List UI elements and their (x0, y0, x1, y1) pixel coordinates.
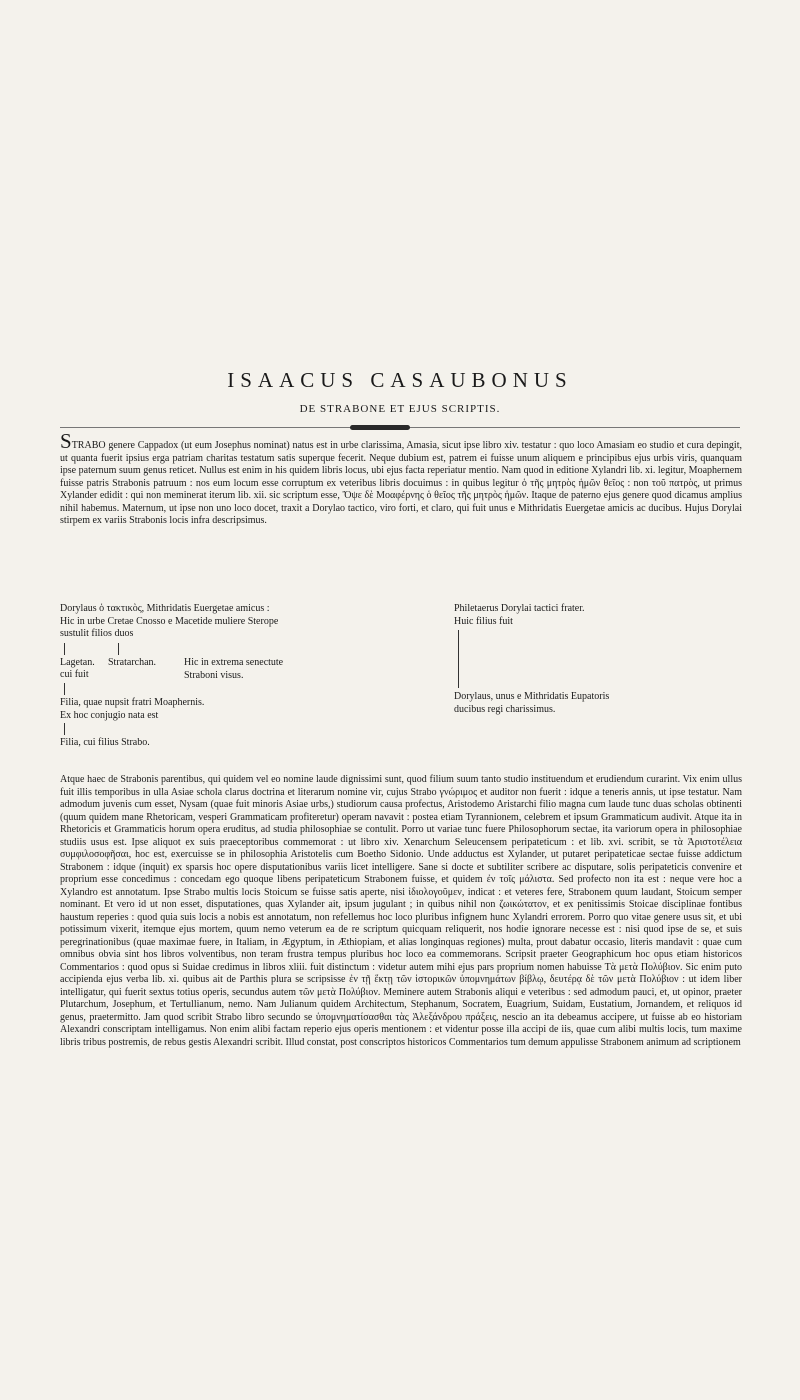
rule-ornament-icon (350, 425, 410, 430)
stemma-stratarchan-note: Hic in extrema senectute Straboni visus. (184, 657, 284, 681)
stemma-lagetan: Lagetan. (60, 657, 95, 668)
stemma-stratarchan: Stratarchan. (108, 657, 157, 668)
stemma-right-head: Philetaerus Dorylai tactici frater. Huic filius fuit (454, 603, 585, 627)
page-title: ISAACUS CASAUBONUS (227, 368, 573, 392)
intro-text: TRABO genere Cappadox (ut eum Josephus nominat) natus est in urbe clarissima, Amasia, sicut ipse libro xiv. testatur : quo loco Amasiam eo studio et cura depingit, ut quanta fuerit ipsius erga patriam charitas testatum satis superque fecerit. Neque dubium est, patrem ei fuisse unum aliquem e principibus ejus urbis viris, quanquam ipse paternum suum genus reticet. Nullus est enim in his quidem libris locus, ubi ejus facta reperiatur mentio. Nam quod in editione Xylandri lib. xi. legitur, Moaphernem fuisse patris Strabonis patruum : nos eum locum esse corruptum ex veteribus libris docuimus : in quibus legitur ὁ τῆς μητρὸς ἡμῶν θεῖος : non τοῦ πατρὸς, ut primus Xylander edidit : qui non meminerat iterum lib. xii. sic scriptum esse, Ὄψε δὲ Μοαφέρνης ὁ θεῖος τῆς μητρὸς ἡμῶν. Itaque de paterno ejus genere quod dicamus amplius nihil habemus. Maternum, ut ipse non uno loco docet, traxit a Dorylao tactico, viro forti, et claro, qui fuit unus e Mithridatis Euergetae amicis ac ducibus. Hujus Dorylai stirpem ex variis Strabonis locis infra descripsimus. (60, 440, 742, 526)
stemma-right-child: Dorylaus, unus e Mithridatis Eupatoris ducibus regi charissimus. (454, 691, 610, 715)
stemma-line (458, 630, 459, 688)
stemma-filia-2: Filia, cui filius Strabo. (60, 737, 150, 748)
body-paragraph: Atque haec de Strabonis parentibus, qui quidem vel eo nomine laude dignissimi sunt, quod filium suum tanto studio instituendum et erudiendum curarint. Vix enim ullus fuit illis temporibus in ulla Asiae schola clarus doctrina et literarum nomine vir, cujus Strabo γνώριμος et auditor non fuerit : idque a teneris annis, ut ipse testatur. Nam admodum juvenis cum esset, Nysam (quae fuit minoris Asiae urbs,) studiorum causa profectus, Aristodemo Aristarchi filio magna cum laude tunc duas scholas obtinenti (quum quidem mane Rhetoricam, vesperi Grammaticam profiteretur) operam navavit : postea etiam Tyrannionem, celebrem et ipsum Grammaticum audivit. Atque ita in Rhetoricis et Grammaticis horum opera eruditus, ad studia philosophiae se contulit. Porro ut variae tunc fuere Philosophorum sectae, ita variorum opera in philosophiae studiis usus est. Ipse aliquot ex suis praeceptoribus commemorat : ut libro xiv. Xenarchum Seleucensem peripateticum : et lib. xvi. scribit, se τὰ Ἀριστοτέλεια συμφιλοσοφῆσαι, hoc est, exercuisse se in philosophia Aristotelis cum Boetho Sidonio. Unde adductus est Xylander, ut putaret peripateticae sectae fuisse addictum Strabonem : idque (inquit) ex sparsis hoc opere disputationibus variis licet intelligere. Sane si docte et subtiliter scribere ac disputare, solis peripateticis convenire et proprium esse concedimus : concedam ego quoque libens peripateticum Strabonem fuisse, et quidem ἐν τοῖς μάλιστα. Sed profecto non ita est : neque vere hoc a Xylandro est annotatum. Ipse Strabo multis locis Stoicum se fuisse satis aperte, nisi ἰδιολογοῦμεν, indicat : et veteres fere, Strabonem quum laudant, Stoicum semper nominant. Et vero id ut non esset, disputationes, quas Xylander ait, ipsum jugulant ; in quibus nihil non ζωικώτατον, et ex penitissimis Stoicae disciplinae fontibus haustum reperies : quod quia suis locis a nobis est annotatum, non refellemus hoc loco pluribus infignem hunc Xylandri errorem. Porro quo vitae genere usus sit, et ubi potissimum vixerit, itemque ejus mortem, quum nemo veterum ea de re scriptum quicquam reliquerit, nos hodie ignorare necesse est : nisi quod ipse de se, et suis peregrinationibus (quae maximae fuere, in Italiam, in Ægyptum, in Æthiopiam, et alias longinquas regiones) multa, prout dabatur occasio, literis mandavit : quae cum omnibus obvia sint hos libros volventibus, non teram frustra tempus pluribus hoc loco ea commemorans. Scripsit praeter Geographicum hoc opus etiam historicos Commentarios : quod opus si Suidae credimus in libros xliii. fuit distinctum : videtur autem mihi ejus pars proprium nomen habuisse Τὰ μετὰ Πολύβιον. Sic enim puto accipienda ejus verba lib. xi. quibus ait de Parthis plura se scripsisse ἐν τῇ ἕκτῃ τῶν ἱστορικῶν ὑπομνημάτων βίβλῳ, δευτέρᾳ δὲ τῶν μετὰ Πολύβιον : ut idem liber intelligatur, qui fuerit sextus totius operis, secundus autem τῶν μετὰ Πολύβιον. Meminere autem Strabonis aliqui e veteribus : sed admodum pauci, et, ut opinor, praeter Plutarchum, Josephum, et Tertullianum, nemo. Nam Julianum quidem Architectum, Stephanum, Socratem, Euagrium, Suidam, Eustatium, Jornandem, et reliquos id genus, praetermitto. Jam quod scribit Strabo libro secundo se ὑπομνηματίσασθαι τὰς Ἀλεξάνδρου πράξεις, nescio an ita debeamus accipere, ut fuisse ab eo historiam Alexandri conscriptam intelligamus. Non enim alibi factam reperio ejus operis mentionem : et videntur posse illa accipi de iis, quae cum alibi multis locis, tum maxime libris tribus postremis, de rebus gestis Alexandri scribit. Illud constat, post conscriptos historicos Commentarios tum demum appulisse Strabonem animum ad scriptionem (60, 774, 742, 1048)
stemma-left-head: Dorylaus ὁ τακτικὸς, Mithridatis Euergetae amicus : Hic in urbe Cretae Cnosso e Macetide muliere Sterope sustulit filios duos (60, 603, 279, 639)
stemma-cui-fuit: cui fuit (60, 669, 89, 680)
stemma-line (118, 643, 119, 655)
drop-cap: S (60, 429, 72, 453)
stemma-line (64, 683, 65, 695)
ornamental-rule (60, 427, 740, 428)
stemma-filia-1: Filia, quae nupsit fratri Moaphernis. Ex hoc conjugio nata est (60, 697, 205, 721)
genealogy-stemma (60, 603, 742, 773)
stemma-line (64, 723, 65, 735)
page-subtitle: DE STRABONE ET EJUS SCRIPTIS. (299, 403, 501, 415)
intro-paragraph (60, 429, 742, 528)
stemma-line (64, 643, 65, 655)
